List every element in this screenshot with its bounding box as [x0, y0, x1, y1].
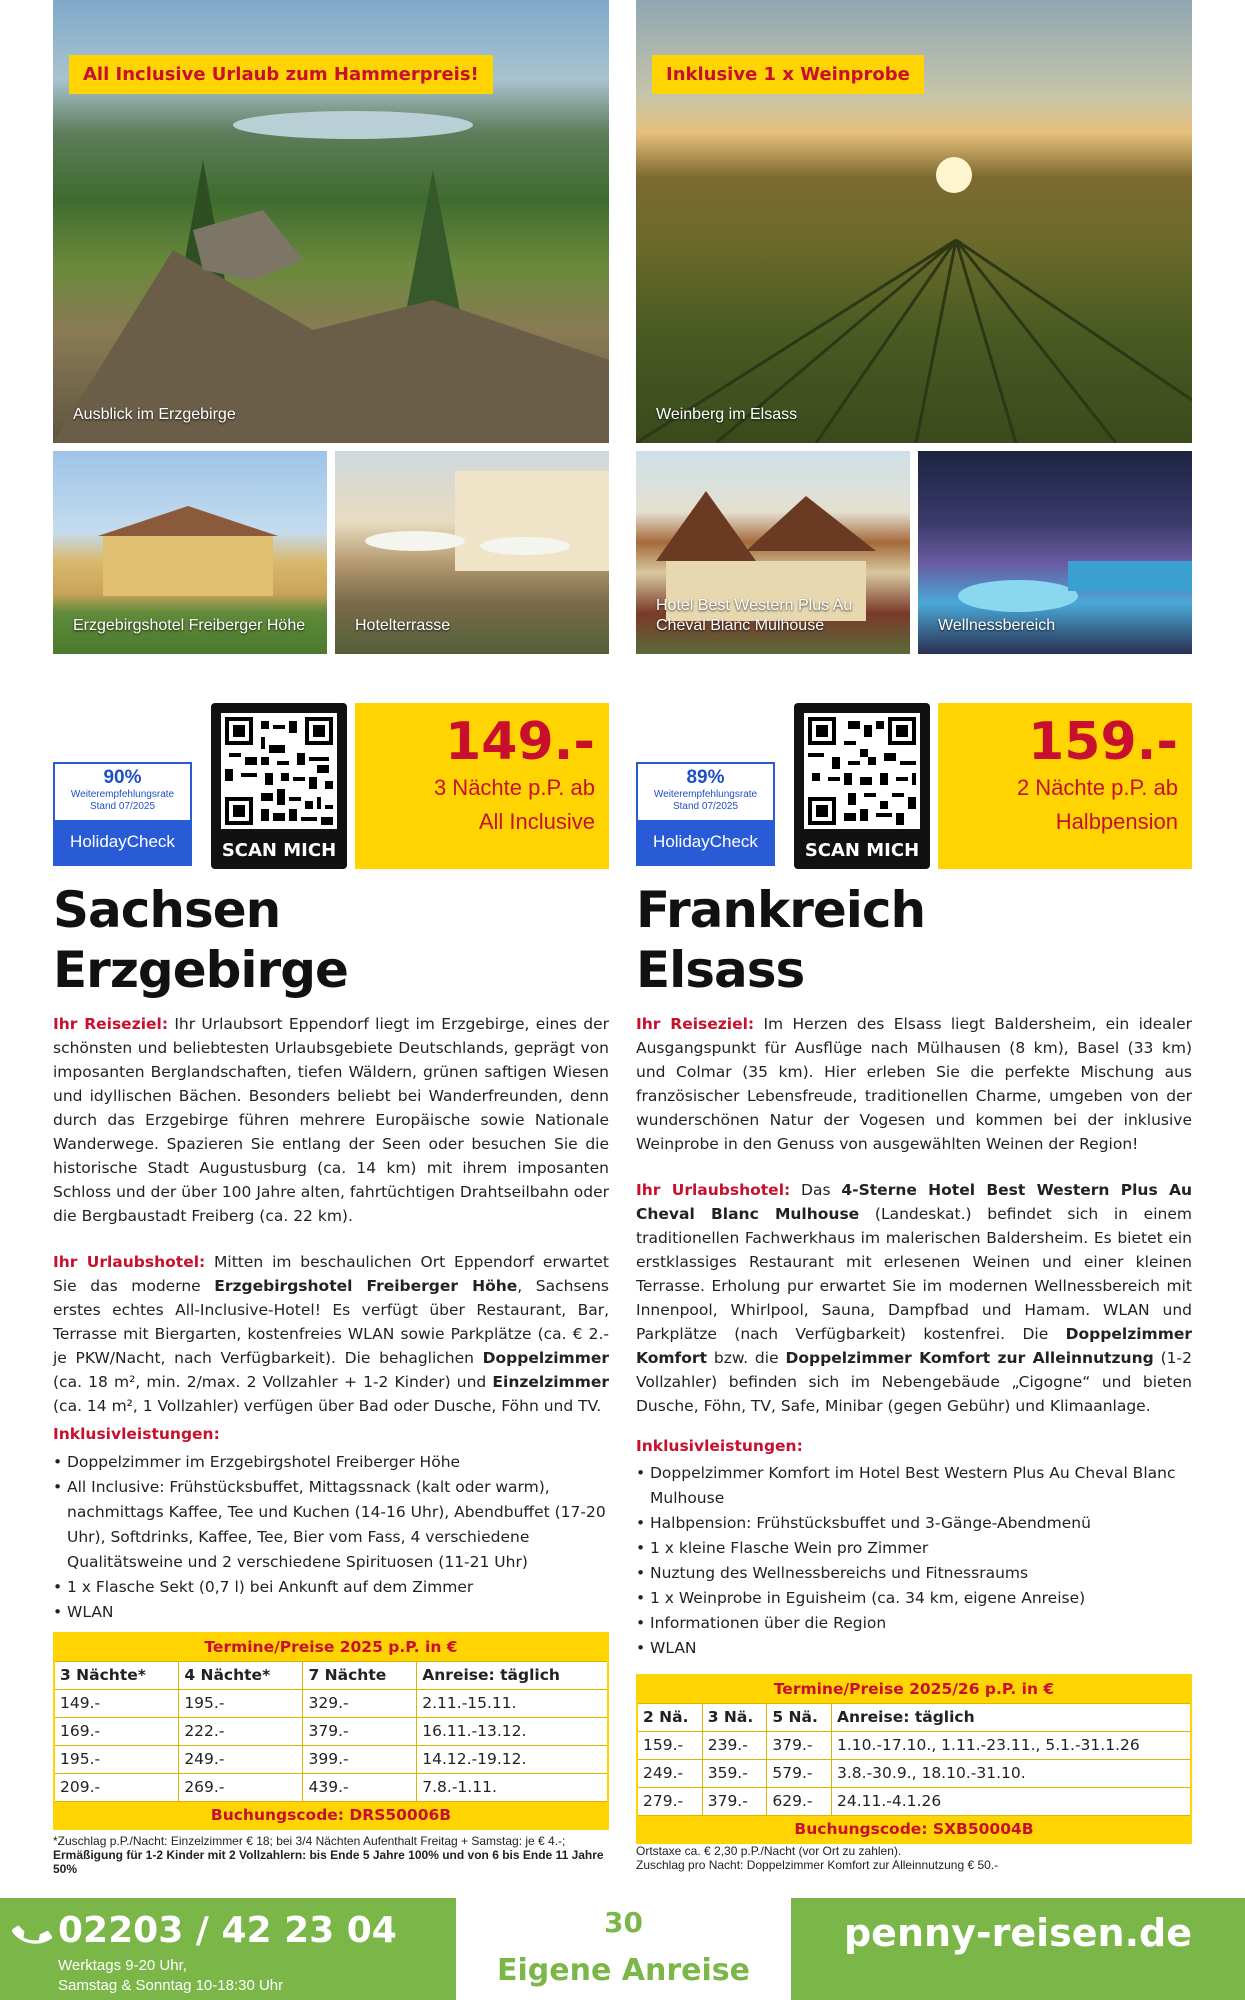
table-row [54, 1745, 608, 1773]
table-cell: 399.- [303, 1745, 417, 1773]
hotel-name: 4-Sterne Hotel Best Western Plus Au Cheval Blanc Mulhouse [636, 1181, 1192, 1223]
photo-erzgebirge [53, 0, 609, 443]
table-cell: 16.11.-13.12. [417, 1717, 608, 1745]
list-item: • Doppelzimmer Komfort im Hotel Best Western Plus Au Cheval Blanc Mulhouse [636, 1461, 1192, 1511]
recommendation-rate: 89% [686, 767, 725, 788]
page-info [456, 1898, 791, 2000]
qr-code[interactable] [794, 703, 930, 869]
footnote [636, 1844, 1192, 1872]
price-board: All Inclusive [478, 809, 595, 834]
table-cell: 239.- [702, 1731, 767, 1759]
table-title: Termine/Preise 2025 p.P. in € [54, 1633, 608, 1661]
holidaycheck-badge [636, 762, 775, 866]
booking-code: Buchungscode: SXB50004B [637, 1815, 1191, 1843]
list-item: • 1 x Weinprobe in Eguisheim (ca. 34 km, eigene Anreise) [636, 1586, 1192, 1611]
table-cell: 195.- [179, 1689, 303, 1717]
table-row [637, 1787, 1191, 1815]
photo-caption: Erzgebirgshotel Freiberger Höhe [73, 617, 306, 634]
table-cell: 209.- [54, 1773, 179, 1801]
hours-weekend: Samstag & Sonntag 10-18:30 Uhr [58, 1977, 284, 1994]
title-area: Elsass [636, 941, 805, 999]
list-item: • All Inclusive: Frühstücksbuffet, Mittagssnack (kalt oder warm), nachmittags Kaffee, Tee und Kuchen (14-16 Uhr), Abendbuffet (17-20 Uhr), Softdrinks, Kaffee, Tee, Bier vom Fass, 4 verschiedene Qualitätsweine und 2 verschiedene Spirituosen (11-21 Uhr) [53, 1475, 609, 1575]
photo-caption: Hotel Best Western Plus Au Cheval Blanc Mulhouse [656, 597, 853, 634]
hotel-body: (1-2 Vollzahler) befinden sich im Nebengebäude „Cigogne“ und bieten Dusche, Föhn, TV, Safe, Minibar (gegen Gebühr) und Klimaanlage. [636, 1349, 1192, 1415]
website-panel [791, 1898, 1245, 2000]
price-nights: 2 Nächte p.P. ab [1016, 775, 1178, 800]
qr-code-icon [804, 713, 920, 829]
hotline-panel [0, 1898, 456, 2000]
table-cell: 359.- [702, 1759, 767, 1787]
travel-type: Eigene Anreise [497, 1953, 750, 1988]
hotel-body: (Landeskat.) befindet sich in einem traditionellen Fachwerkhaus im malerischen Baldersheim. Es bietet ein erstklassiges Restaurant mit erlesenen Weinen und einer kleinen Terrasse. Erholung pur erwartet Sie im modernen Wellnessbereich mit Innenpool, Whirlpool, Sauna, Dampfbad und Hamam. WLAN und Parkplätze (nach Verfügbarkeit) kostenfrei. Die [636, 1205, 1192, 1343]
table-cell: 379.- [702, 1787, 767, 1815]
photo-caption: Ausblick im Erzgebirge [73, 406, 236, 423]
list-item: • WLAN [636, 1636, 1192, 1661]
inclusions-heading: Inklusivleistungen: [636, 1437, 803, 1455]
table-cell: 3.8.-30.9., 18.10.-31.10. [832, 1759, 1192, 1787]
price-box [355, 703, 609, 869]
hotel-body: bzw. die [713, 1349, 779, 1367]
holidaycheck-badge [53, 762, 192, 866]
table-header: 3 Nä. [702, 1703, 767, 1731]
table-header: 3 Nächte* [54, 1661, 179, 1689]
table-cell: 1.10.-17.10., 1.11.-23.11., 5.1.-31.1.26 [832, 1731, 1192, 1759]
table-cell: 24.11.-4.1.26 [832, 1787, 1192, 1815]
table-cell: 149.- [54, 1689, 179, 1717]
photo-vineyard [636, 0, 1192, 443]
holidaycheck-logo: HolidayCheck [638, 820, 773, 864]
list-item: • Nuztung des Wellnessbereichs und Fitnessraums [636, 1561, 1192, 1586]
table-header: 4 Nächte* [179, 1661, 303, 1689]
room-type: Doppelzimmer Komfort zur Alleinnutzung [785, 1349, 1154, 1367]
phone-icon [12, 1914, 52, 1954]
promo-badge: All Inclusive Urlaub zum Hammerpreis! [69, 55, 493, 94]
photo-terrace [335, 451, 609, 654]
table-row [54, 1717, 608, 1745]
table-row [637, 1731, 1191, 1759]
table-cell: 439.- [303, 1773, 417, 1801]
list-item: • Halbpension: Frühstücksbuffet und 3-Gänge-Abendmenü [636, 1511, 1192, 1536]
list-item: • Doppelzimmer im Erzgebirgshotel Freiberger Höhe [53, 1450, 609, 1475]
title-area: Erzgebirge [53, 941, 348, 999]
title-region: Sachsen [53, 881, 281, 939]
price-table [53, 1632, 609, 1830]
page-number: 30 [604, 1906, 643, 1939]
photo-wellness [918, 451, 1192, 654]
table-cell: 2.11.-15.11. [417, 1689, 608, 1717]
room-type: Einzelzimmer [492, 1373, 609, 1391]
footnote-text: Zuschlag pro Nacht: Doppelzimmer Komfort zur Alleinnutzung € 50.- [636, 1858, 999, 1872]
destination-title [636, 880, 925, 1000]
hotel-body: (ca. 18 m², min. 2/max. 2 Vollzahler + 1-2 Kinder) und [53, 1373, 487, 1391]
table-cell: 379.- [303, 1717, 417, 1745]
table-cell: 195.- [54, 1745, 179, 1773]
footnote-text: Ortstaxe ca. € 2,30 p.P./Nacht (vor Ort zu zahlen). [636, 1844, 902, 1858]
hotel-heading: Ihr Urlaubshotel: [636, 1181, 791, 1199]
price-board: Halbpension [1055, 809, 1178, 834]
inclusions-heading: Inklusivleistungen: [53, 1425, 220, 1443]
hotel-text [53, 1250, 609, 1418]
inclusions-list [53, 1450, 609, 1625]
reiseziel-text [636, 1012, 1192, 1156]
scan-label: SCAN MICH [221, 840, 337, 861]
table-cell: 279.- [637, 1787, 702, 1815]
price-nights: 3 Nächte p.P. ab [433, 775, 595, 800]
photo-hotel [636, 451, 910, 654]
table-cell: 222.- [179, 1717, 303, 1745]
phone-number[interactable]: 02203 / 42 23 04 [58, 1910, 397, 1951]
scan-label: SCAN MICH [804, 840, 920, 861]
reiseziel-heading: Ihr Reiseziel: [636, 1015, 755, 1033]
table-cell: 249.- [179, 1745, 303, 1773]
price-amount: 159.- [1028, 712, 1178, 772]
table-cell: 169.- [54, 1717, 179, 1745]
list-item: • Informationen über die Region [636, 1611, 1192, 1636]
table-cell: 329.- [303, 1689, 417, 1717]
table-cell: 14.12.-19.12. [417, 1745, 608, 1773]
table-header: 2 Nä. [637, 1703, 702, 1731]
table-header: Anreise: täglich [832, 1703, 1192, 1731]
website-link[interactable]: penny-reisen.de [843, 1911, 1192, 1955]
table-header: 5 Nä. [767, 1703, 832, 1731]
table-row [54, 1773, 608, 1801]
hotel-name: Erzgebirgshotel Freiberger Höhe [214, 1277, 518, 1295]
list-item: • WLAN [53, 1600, 609, 1625]
room-type: Doppelzimmer [482, 1349, 609, 1367]
footnote-discount: Ermäßigung für 1-2 Kinder mit 2 Vollzahlern: bis Ende 5 Jahre 100% und von 6 bis Ende 11 Jahre 50% [53, 1848, 604, 1876]
footnote [53, 1834, 609, 1876]
list-item: • 1 x Flasche Sekt (0,7 l) bei Ankunft auf dem Zimmer [53, 1575, 609, 1600]
price-amount: 149.- [445, 712, 595, 772]
rate-label: Weiterempfehlungsrate [70, 789, 175, 800]
table-cell: 629.- [767, 1787, 832, 1815]
table-header: 7 Nächte [303, 1661, 417, 1689]
price-box [938, 703, 1192, 869]
inclusions-list [636, 1461, 1192, 1661]
table-row [54, 1689, 608, 1717]
reiseziel-body: Im Herzen des Elsass liegt Baldersheim, ein idealer Ausgangspunkt für Ausflüge nach Mülhausen (8 km), Basel (33 km) und Colmar (35 km). Hier erleben Sie die perfekte Mischung aus französischer Lebensfreude, traditionellen Charme, umgeben von der wunderschönen Natur der Vogesen und kommen bei der inklusive Weinprobe in den Genuss von ausgewählten Weinen der Region! [636, 1015, 1192, 1153]
table-cell: 159.- [637, 1731, 702, 1759]
table-header: Anreise: täglich [417, 1661, 608, 1689]
footer-bar [0, 1898, 1245, 2000]
promo-badge: Inklusive 1 x Weinprobe [652, 55, 924, 94]
table-cell: 7.8.-1.11. [417, 1773, 608, 1801]
hotel-body: Das [801, 1181, 831, 1199]
table-row [637, 1759, 1191, 1787]
table-cell: 249.- [637, 1759, 702, 1787]
photo-caption: Weinberg im Elsass [656, 406, 798, 423]
rate-date: Stand 07/2025 [672, 801, 739, 812]
table-cell: 579.- [767, 1759, 832, 1787]
photo-caption: Hotelterrasse [355, 617, 451, 634]
hours-weekdays: Werktags 9-20 Uhr, [58, 1957, 187, 1974]
title-region: Frankreich [636, 881, 926, 939]
opening-hours [58, 1956, 283, 1996]
hotel-body: , Sachsens erstes echtes All-Inclusive-Hotel! Es verfügt über Restaurant, Bar, Terrasse mit Biergarten, kostenfreies WLAN sowie Parkplätze (ca. € 2.- je PKW/Nacht, nach Verfügbarkeit). Die behaglichen [53, 1277, 609, 1367]
holidaycheck-logo: HolidayCheck [55, 820, 190, 864]
photo-hotel [53, 451, 327, 654]
hotel-heading: Ihr Urlaubshotel: [53, 1253, 206, 1271]
hotel-body: Mitten im beschaulichen Ort Eppendorf erwartet Sie das moderne [53, 1253, 609, 1295]
table-cell: 269.- [179, 1773, 303, 1801]
photo-caption: Wellnessbereich [938, 617, 1056, 634]
footnote-text: *Zuschlag p.P./Nacht: Einzelzimmer € 18; bei 3/4 Nächten Aufenthalt Freitag + Samstag: je € 4.-; [53, 1834, 566, 1848]
reiseziel-text [53, 1012, 609, 1228]
qr-code[interactable] [211, 703, 347, 869]
hotel-text [636, 1178, 1192, 1418]
reiseziel-body: Ihr Urlaubsort Eppendorf liegt im Erzgebirge, eines der schönsten und beliebtesten Urlaubsgebiete Deutschlands, geprägt von imposanten Berglandschaften, tiefen Wäldern, grünen saftigen Wiesen und idyllischen Bächen. Besonders beliebt bei Wanderfreunden, denn durch das Erzgebirge führen mehrere Europäische sowie Nationale Wanderwege. Spazieren Sie entlang der Seen oder besuchen Sie die historische Stadt Augustusburg (ca. 14 km) mit ihrem imposanten Schloss und der über 100 Jahre alten, fahrtüchtigen Drahtseilbahn oder die Bergbaustadt Freiberg (ca. 22 km). [53, 1015, 610, 1225]
hotel-body: (ca. 14 m², 1 Vollzahler) verfügen über Bad oder Dusche, Föhn und TV. [53, 1397, 602, 1415]
table-cell: 379.- [767, 1731, 832, 1759]
list-item: • 1 x kleine Flasche Wein pro Zimmer [636, 1536, 1192, 1561]
rate-date: Stand 07/2025 [89, 801, 156, 812]
table-title: Termine/Preise 2025/26 p.P. in € [637, 1675, 1191, 1703]
booking-code: Buchungscode: DRS50006B [54, 1801, 608, 1829]
qr-code-icon [221, 713, 337, 829]
destination-title [53, 880, 348, 1000]
room-type: Doppelzimmer Komfort [636, 1325, 1192, 1367]
rate-label: Weiterempfehlungsrate [653, 789, 758, 800]
reiseziel-heading: Ihr Reiseziel: [53, 1015, 169, 1033]
price-table [636, 1674, 1192, 1844]
recommendation-rate: 90% [103, 767, 142, 788]
